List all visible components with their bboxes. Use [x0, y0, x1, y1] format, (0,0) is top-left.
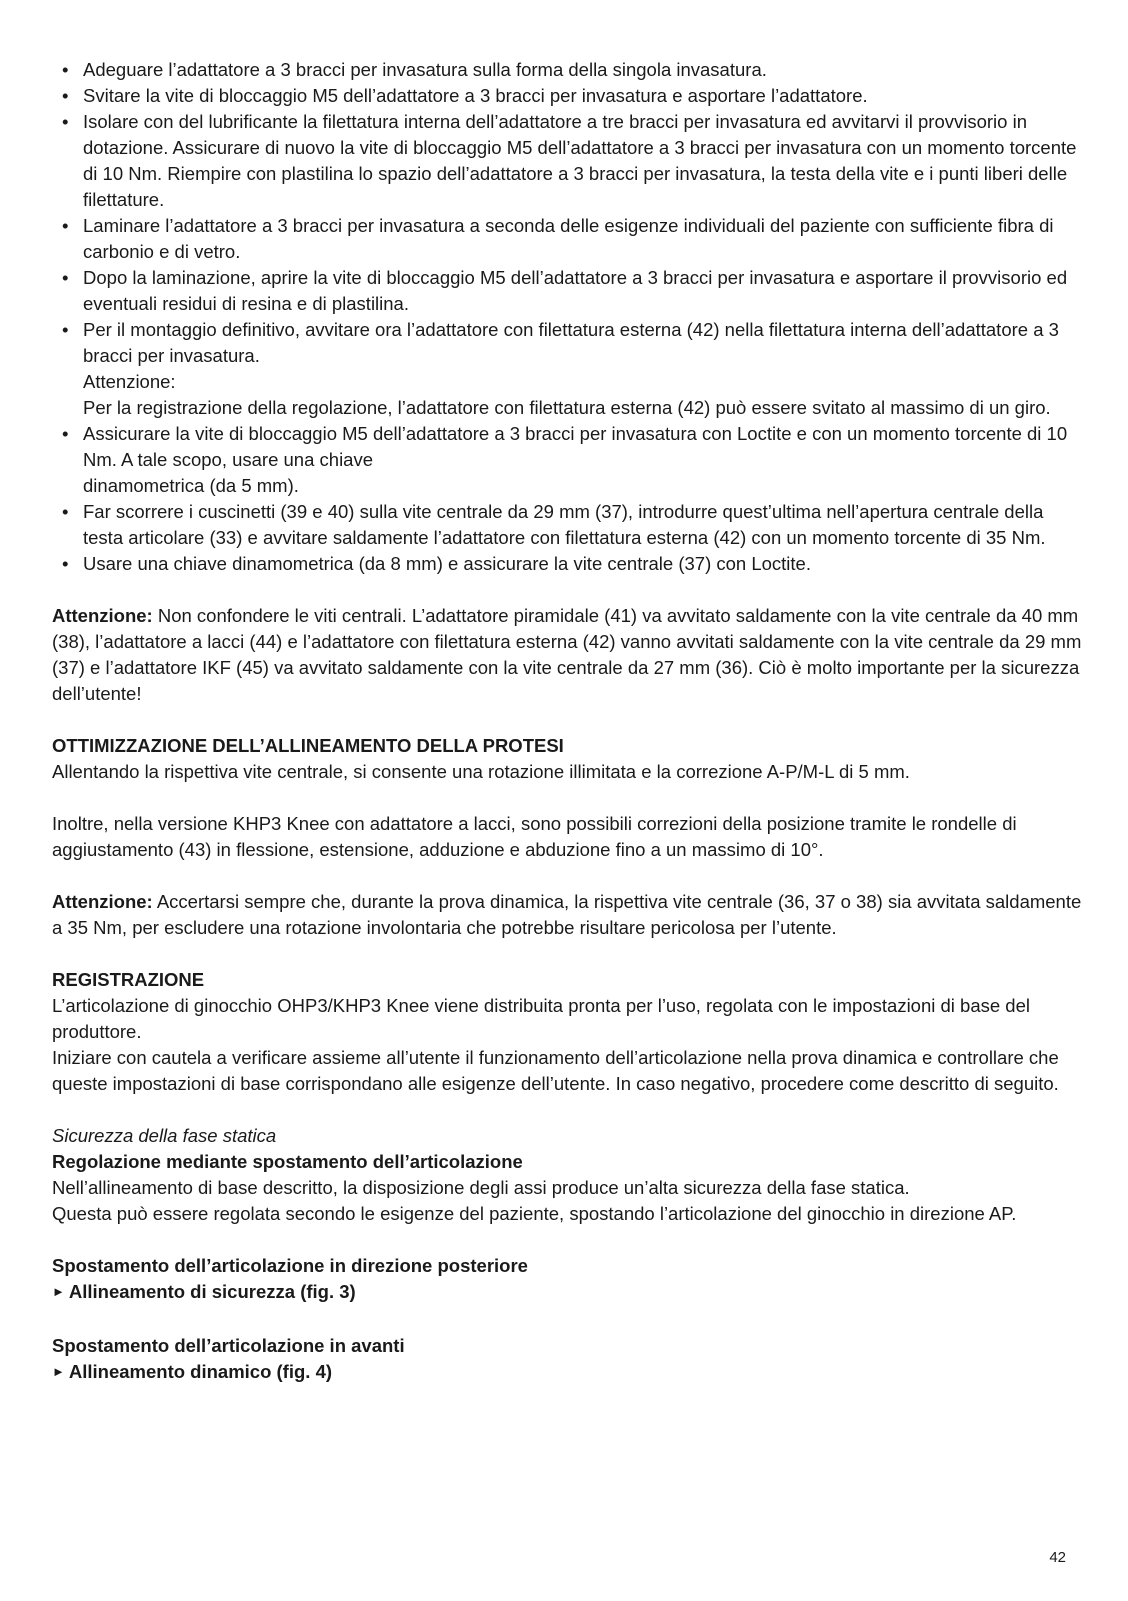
optimization-paragraph: Allentando la rispettiva vite centrale, si consente una rotazione illimitata e la correzione A-P/M-L di 5 mm.: [52, 761, 910, 782]
figure-reference: Allineamento di sicurezza (fig. 3): [68, 1281, 356, 1302]
note-text: Per la registrazione della regolazione, l’adattatore con filettatura esterna (42) può essere svitato al massimo di un giro.: [83, 397, 1051, 418]
list-item: [52, 265, 1082, 317]
instruction-list: [52, 57, 1082, 577]
anterior-heading: Spostamento dell’articolazione in avanti: [52, 1335, 405, 1356]
arrow-right-icon: ►: [52, 1364, 65, 1379]
list-item: [52, 57, 1082, 83]
list-item-text: Laminare l’adattatore a 3 bracci per invasatura a seconda delle esigenze individuali del paziente con sufficiente fibra di carbonio e di vetro.: [83, 215, 1054, 262]
list-item-text: Usare una chiave dinamometrica (da 8 mm) e assicurare la vite centrale (37) con Loctite.: [83, 553, 811, 574]
posterior-reference: [52, 1279, 1082, 1307]
list-item-text: Svitare la vite di bloccaggio M5 dell’adattatore a 3 bracci per invasatura e asportare l’adattatore.: [83, 85, 868, 106]
optimization-paragraph: Inoltre, nella versione KHP3 Knee con adattatore a lacci, sono possibili correzioni della posizione tramite le rondelle di aggiustamento (43) in flessione, estensione, adduzione e abduzione fino a un massimo di 10°.: [52, 813, 1017, 860]
anterior-reference: [52, 1359, 1082, 1387]
list-item: [52, 213, 1082, 265]
warning-text: Accertarsi sempre che, durante la prova dinamica, la rispettiva vite centrale (36, 37 o 38) sia avvitata saldamente a 35 Nm, per escludere una rotazione involontaria che potrebbe risultare pericolosa per l’utente.: [52, 891, 1082, 938]
arrow-right-icon: ►: [52, 1284, 65, 1299]
list-item: [52, 551, 1082, 577]
warning-paragraph: [52, 889, 1082, 941]
list-item: [52, 109, 1082, 213]
list-item-text: Assicurare la vite di bloccaggio M5 dell’adattatore a 3 bracci per invasatura con Loctite e con un momento torcente di 10 Nm. A tale scopo, usare una chiave: [83, 423, 1068, 470]
registration-paragraph: Iniziare con cautela a verificare assieme all’utente il funzionamento dell’articolazione nella prova dinamica e controllare che queste impostazioni di base corrispondano alle esigenze dell’utente. In caso negativo, procedere come descritto di seguito.: [52, 1047, 1059, 1094]
registration-paragraph: L’articolazione di ginocchio OHP3/KHP3 Knee viene distribuita pronta per l’uso, regolata con le impostazioni di base del produttore.: [52, 995, 1030, 1042]
stance-paragraph: Questa può essere regolata secondo le esigenze del paziente, spostando l’articolazione del ginocchio in direzione AP.: [52, 1203, 1017, 1224]
note-label: Attenzione:: [83, 371, 176, 392]
warning-paragraph: [52, 603, 1082, 707]
list-item-text: Isolare con del lubrificante la filettatura interna dell’adattatore a tre bracci per invasatura ed avvitarvi il provvisorio in dotazione. Assicurare di nuovo la vite di bloccaggio M5 dell’adattatore a 3 bracci per invasatura con un momento torcente di 10 Nm. Riempire con plastilina lo spazio dell’adattatore a 3 bracci per invasatura, la testa della vite e i punti liberi delle filettature.: [83, 111, 1077, 210]
list-item-text: Per il montaggio definitivo, avvitare ora l’adattatore con filettatura esterna (42) nella filettatura interna dell’adattatore a 3 bracci per invasatura.: [83, 319, 1059, 366]
warning-label: Attenzione:: [52, 891, 153, 912]
posterior-heading: Spostamento dell’articolazione in direzione posteriore: [52, 1255, 528, 1276]
subsection-heading-stance: Sicurezza della fase statica: [52, 1125, 277, 1146]
list-item-text-continued: dinamometrica (da 5 mm).: [83, 475, 299, 496]
page-number: 42: [1049, 1549, 1066, 1566]
list-item: [52, 317, 1082, 421]
section-heading-optimization: OTTIMIZZAZIONE DELL’ALLINEAMENTO DELLA PROTESI: [52, 735, 564, 756]
list-item: [52, 499, 1082, 551]
document-page: [52, 57, 1082, 1387]
figure-reference: Allineamento dinamico (fig. 4): [68, 1361, 333, 1382]
section-heading-registration: REGISTRAZIONE: [52, 969, 205, 990]
subsection-heading-adjustment: Regolazione mediante spostamento dell’articolazione: [52, 1151, 523, 1172]
list-item-text: Adeguare l’adattatore a 3 bracci per invasatura sulla forma della singola invasatura.: [83, 59, 767, 80]
list-item-text: Far scorrere i cuscinetti (39 e 40) sulla vite centrale da 29 mm (37), introdurre quest’ultima nell’apertura centrale della testa articolare (33) e avvitare saldamente l’adattatore con filettatura esterna (42) con un momento torcente di 35 Nm.: [83, 501, 1046, 548]
stance-paragraph: Nell’allineamento di base descritto, la disposizione degli assi produce un’alta sicurezza della fase statica.: [52, 1177, 910, 1198]
list-item: [52, 421, 1082, 499]
warning-label: Attenzione:: [52, 605, 153, 626]
warning-text: Non confondere le viti centrali. L’adattatore piramidale (41) va avvitato saldamente con la vite centrale da 40 mm (38), l’adattatore a lacci (44) e l’adattatore con filettatura esterna (42) vanno avvitati saldamente con la vite centrale da 29 mm (37) e l’adattatore IKF (45) va avvitato saldamente con la vite centrale da 27 mm (36). Ciò è molto importante per la sicurezza dell’utente!: [52, 605, 1082, 704]
list-item: [52, 83, 1082, 109]
list-item-text: Dopo la laminazione, aprire la vite di bloccaggio M5 dell’adattatore a 3 bracci per invasatura e asportare il provvisorio ed eventuali residui di resina e di plastilina.: [83, 267, 1068, 314]
